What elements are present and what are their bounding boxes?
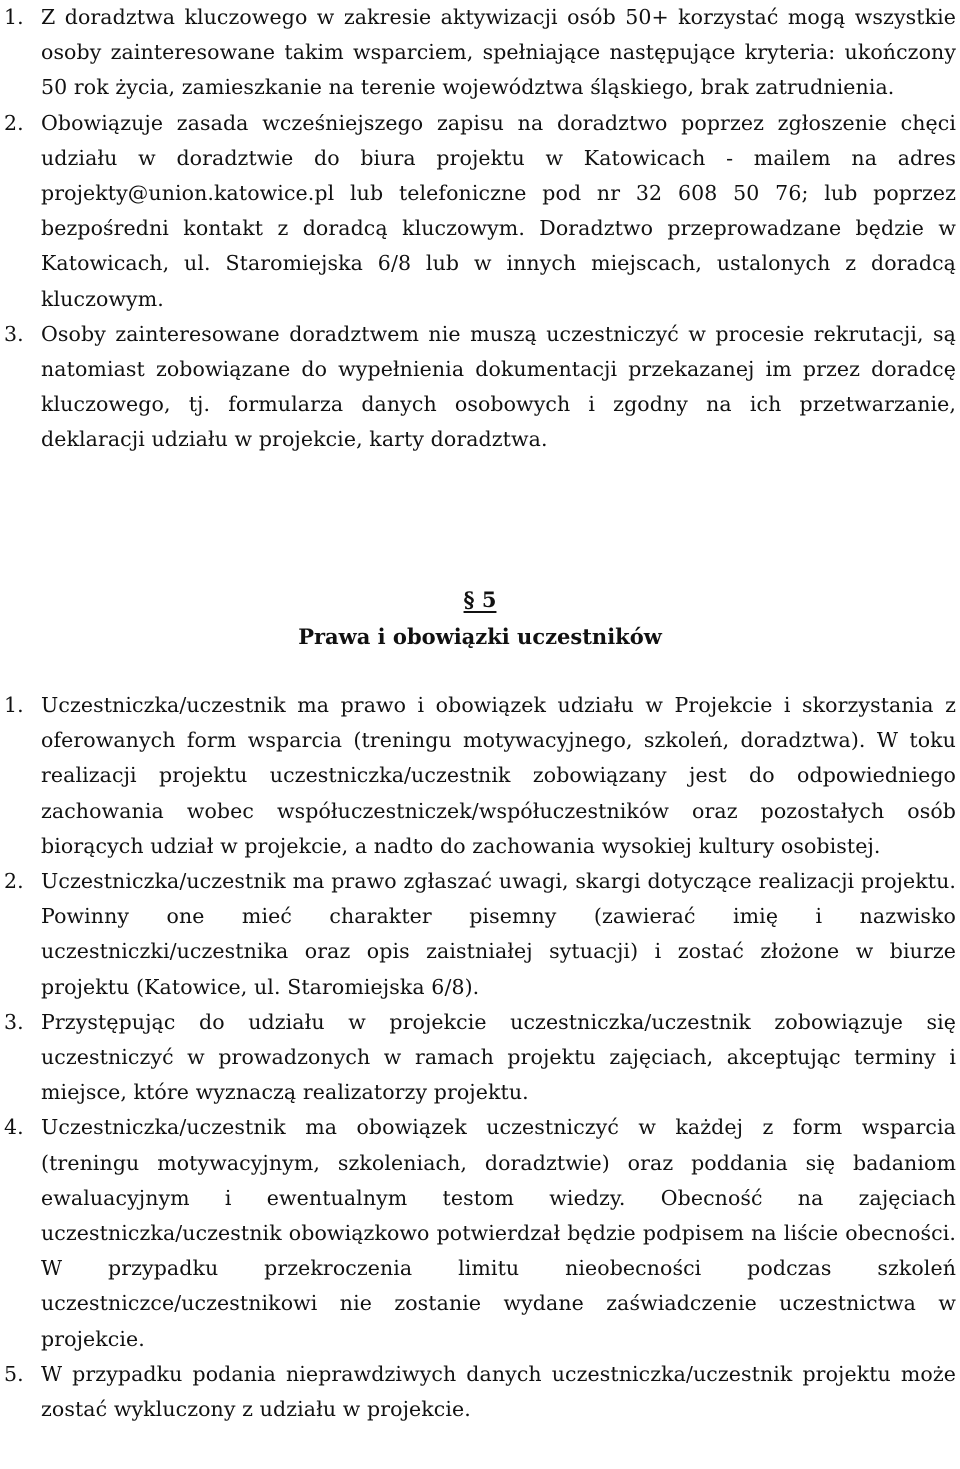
list-item-number: 3. [4, 321, 24, 346]
list-item [4, 1110, 956, 1356]
list-item-text: Uczestniczka/uczestnik ma prawo zgłaszać uwagi, skargi dotyczące realizacji projektu. Powinny one mieć charakter pisemny (zawierać imię i nazwisko uczestniczki/uczestnika oraz opis zaistniałej sytuacji) i zostać złożone w biurze projektu (Katowice, ul. Staromiejska 6/8). [41, 869, 956, 999]
list-item-number: 5. [4, 1361, 24, 1386]
numbered-list-general-rules [4, 0, 956, 458]
list-item-number: 3. [4, 1009, 24, 1034]
section-heading [0, 582, 960, 654]
list-item [4, 864, 956, 1005]
list-item [4, 0, 956, 106]
list-item-text: Przystępując do udziału w projekcie uczestniczka/uczestnik zobowiązuje się uczestniczyć w prowadzonych w ramach projektu zajęciach, akceptując terminy i miejsce, które wyznaczą realizatorzy projektu. [41, 1009, 956, 1105]
list-item-text: Osoby zainteresowane doradztwem nie muszą uczestniczyć w procesie rekrutacji, są natomiast zobowiązane do wypełnienia dokumentacji przekazanej im przez doradcę kluczowego, tj. formularza danych osobowych i zgodny na ich przetwarzanie, deklaracji udziału w projekcie, karty doradztwa. [41, 321, 956, 452]
list-item-text: Uczestniczka/uczestnik ma obowiązek uczestniczyć w każdej z form wsparcia (treningu motywacyjnym, szkoleniach, doradztwie) oraz poddania się badaniom ewaluacyjnym i ewentualnym testom wiedzy. Obecność na zajęciach uczestniczka/uczestnik obowiązkowo potwierdzał będzie podpisem na liście obecności. W przypadku przekroczenia limitu nieobecności podczas szkoleń uczestniczce/uczestnikowi nie zostanie wydane zaświadczenie uczestnictwa w projekcie. [41, 1115, 956, 1351]
list-item-text: Z doradztwa kluczowego w zakresie aktywizacji osób 50+ korzystać mogą wszystkie osoby zainteresowane takim wsparciem, spełniające następujące kryteria: ukończony 50 rok życia, zamieszkanie na terenie województwa śląskiego, brak zatrudnienia. [41, 5, 956, 100]
list-item-number: 2. [4, 110, 24, 135]
list-item-number: 4. [4, 1115, 24, 1140]
list-item-number: 1. [4, 693, 24, 717]
list-item [4, 317, 956, 458]
list-item-text: Uczestniczka/uczestnik ma prawo i obowiązek udziału w Projekcie i skorzystania z oferowanych form wsparcia (treningu motywacyjnego, szkoleń, doradztwa). W toku realizacji projektu uczestniczka/uczestnik zobowiązany jest do odpowiedniego zachowania wobec współuczestniczek/współuczestników oraz pozostałych osób biorących udział w projekcie, a nadto do zachowania wysokiej kultury osobistej. [41, 693, 956, 858]
list-item [4, 1005, 956, 1111]
section-title: Prawa i obowiązki uczestników [298, 624, 662, 649]
numbered-list-rights-duties [4, 688, 956, 1427]
list-item-number: 2. [4, 869, 24, 894]
section-number: § 5 [463, 587, 497, 612]
list-item-text: Obowiązuje zasada wcześniejszego zapisu na doradztwo poprzez zgłoszenie chęci udziału w doradztwie do biura projektu w Katowicach - mailem na adres projekty@union.katowice.pl lub telefoniczne pod nr 32 608 50 76; lub poprzez bezpośredni kontakt z doradcą kluczowym. Doradztwo przeprowadzane będzie w Katowicach, ul. Staromiejska 6/8 lub w innych miejscach, ustalonych z doradcą kluczowym. [41, 110, 956, 311]
list-item [4, 1357, 956, 1427]
list-item [4, 688, 956, 864]
list-item [4, 106, 956, 317]
list-item-text: W przypadku podania nieprawdziwych danych uczestniczka/uczestnik projektu może zostać wykluczony z udziału w projekcie. [41, 1361, 956, 1422]
list-item-number: 1. [4, 5, 24, 29]
